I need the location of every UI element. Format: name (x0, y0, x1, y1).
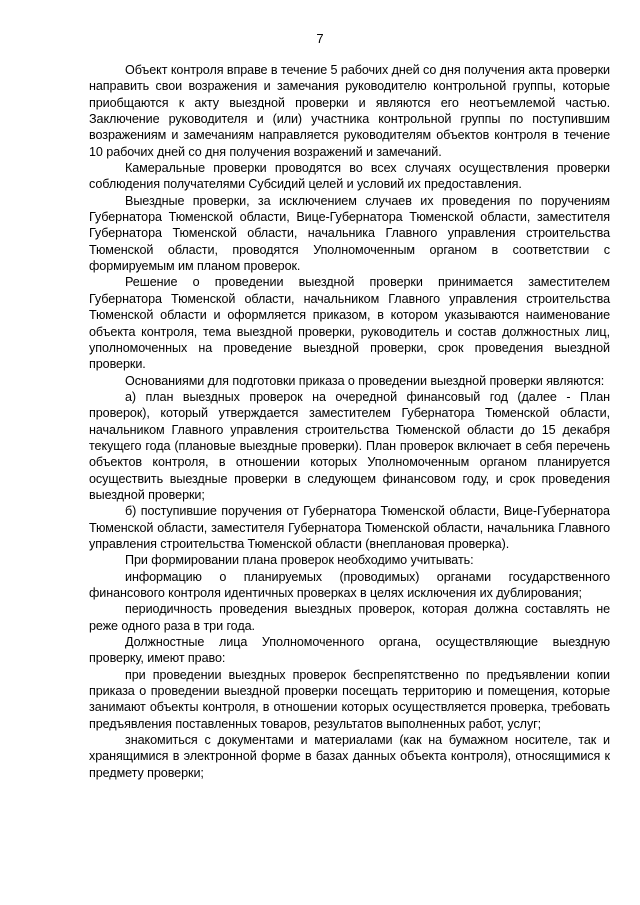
paragraph: при проведении выездных проверок беспрепятственно по предъявлении копии приказа о проведении выездной проверки посещать территорию и помещения, которые занимают объекты контроля, в отношении которых осуществляется проверка, требовать предъявления поставленных товаров, результатов выполненных работ, услуг; (89, 667, 610, 731)
paragraph: Основаниями для подготовки приказа о проведении выездной проверки являются: (125, 373, 605, 388)
paragraph: Должностные лица Уполномоченного органа, осуществляющие выездную проверку, имеют право: (89, 635, 610, 666)
page-number: 7 (316, 31, 324, 46)
document-body (89, 62, 610, 781)
paragraph: Камеральные проверки проводятся во всех случаях осуществления проверки соблюдения получателями Субсидий целей и условий их предоставления. (89, 161, 610, 192)
paragraph: а) план выездных проверок на очередной финансовый год (далее - План проверок), который утверждается заместителем Губернатора Тюменской области, начальником Главного управления строительства Тюменской области до 15 декабря текущего года (плановые выездные проверки). План проверок включает в себя перечень объектов контроля, в отношении которых Уполномоченным органом планируется осуществить выездные проверки в следующем финансовом году, и срок проведения выездной проверки; (89, 389, 610, 502)
paragraph: знакомиться с документами и материалами (как на бумажном носителе, так и хранящимися в электронной форме в базах данных объекта контроля), относящимися к предмету проверки; (89, 733, 610, 780)
paragraph: периодичность проведения выездных проверок, которая должна составлять не реже одного раза в три года. (89, 602, 610, 633)
paragraph: Выездные проверки, за исключением случаев их проведения по поручениям Губернатора Тюменской области, Вице-Губернатора Тюменской области, заместителя Губернатора Тюменской области, начальника Главного управления строительства Тюменской области, проводятся Уполномоченным органом в соответствии с формируемым им планом проверок. (89, 193, 610, 274)
paragraph: При формировании плана проверок необходимо учитывать: (125, 553, 474, 568)
paragraph: Решение о проведении выездной проверки принимается заместителем Губернатора Тюменской области, начальником Главного управления строительства Тюменской области и оформляется приказом, в котором указываются наименование объекта контроля, тема выездной проверки, руководитель и состав должностных лиц, уполномоченных на проведение выездной проверки, срок проведения выездной проверки. (89, 275, 610, 372)
paragraph: б) поступившие поручения от Губернатора Тюменской области, Вице-Губернатора Тюменской области, заместителя Губернатора Тюменской области, начальника Главного управления строительства Тюменской области (внеплановая проверка). (89, 504, 610, 551)
paragraph: Объект контроля вправе в течение 5 рабочих дней со дня получения акта проверки направить свои возражения и замечания руководителю контрольной группы, которые приобщаются к акту выездной проверки и являются его неотъемлемой частью. Заключение руководителя и (или) участника контрольной группы по поступившим возражениям и замечаниям направляется руководителям объектов контроля в течение 10 рабочих дней со дня получения возражений и замечаний. (89, 63, 610, 159)
paragraph: информацию о планируемых (проводимых) органами государственного финансового контроля идентичных проверках в целях исключения их дублирования; (89, 569, 610, 600)
